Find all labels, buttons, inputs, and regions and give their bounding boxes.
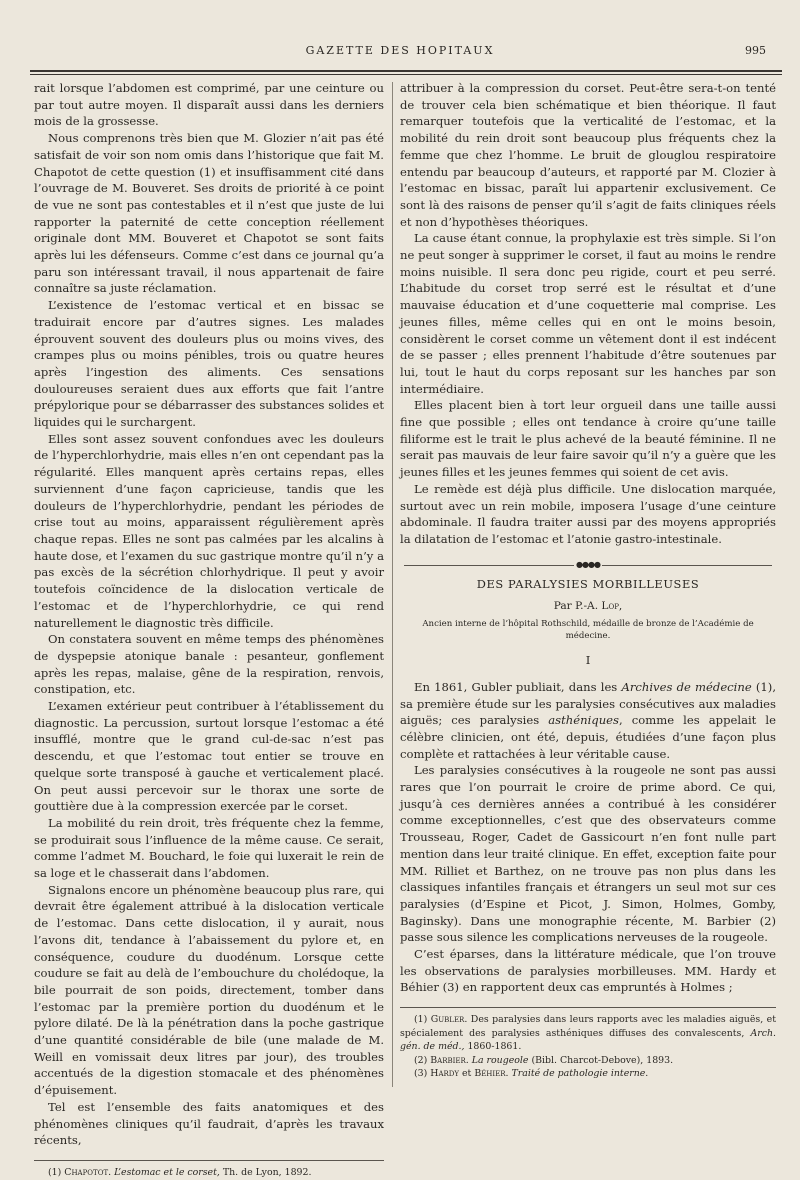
footnote	[400, 1067, 776, 1081]
p1-journal: Archives de médecine	[621, 679, 752, 694]
running-title: GAZETTE DES HOPITAUX	[305, 44, 495, 57]
footnote-tail: (Bibl. Charcot-Debove), 1893.	[531, 1054, 674, 1066]
footnote-italic: Arch. gén. de méd.,	[400, 1027, 777, 1053]
right-paragraph: attribuer à la compression du corset. Peut-être sera-t-on tenté de trouver cela bien schématique et bien théorique. Il faut remarquer toutefois que la verticalité de l’estomac, et la mobilité du rein droit sont beaucoup plus fréquents chez la femme que chez l’homme. Le bruit de glouglou respiratoire entendu par beaucoup d’auteurs, et rapporté par M. Clozier à l’estomac en bissac, paraît lui appartenir exclusivement. Ce sont là des raisons de penser qu’il s’agit de faits cliniques réels et non d’hypothèses théoriques.	[400, 81, 776, 229]
column-divider	[392, 82, 393, 1087]
footnote-rest: Th. de Lyon, 1892.	[222, 1167, 312, 1178]
left-paragraph: L’existence de l’estomac vertical et en bissac se traduirait encore par d’autres signes. Les malades éprouvent souvent des douleurs plus ou moins vives, des crampes plus ou moins pénibles, trois ou quatre heures après l’ingestion des aliments. Ces sensations douloureuses seraient dues aux efforts que fait l’antre prépylorique pour se débarrasser des substances solides et liquides qui le surchargent.	[34, 298, 384, 430]
footnote-tail: 1860-1861.	[467, 1041, 522, 1053]
right-paragraph	[400, 679, 776, 763]
author-affiliation: Ancien interne de l’hôpital Rothschild, médaille de bronze de l’Académie de médecine.	[422, 619, 754, 642]
footnote-rule	[400, 1007, 776, 1008]
right-paragraph: Les paralysies consécutives à la rougeole ne sont pas aussi rares que l’on pourrait le croire de prime abord. Ce qui, jusqu’à ces dernières années a contribué à les considérer comme exceptionnelles, c’est que des observateurs comme Trousseau, Roger, Cadet de Gassicourt n’en font nulle part mention dans leur traité clinique. En effet, exception faite pour MM. Rilliet et Barthez, on ne trouve pas non plus dans les classiques infantiles français et étrangers un seul mot sur ces paralysies (d’Espine et Picot, J. Simon, Holmes, Gomby, Baginsky). Dans une monographie récente, M. Barbier (2) passe sous silence les complications nerveuses de la rougeole.	[400, 763, 776, 945]
p1-before: En 1861, Gubler publiait, dans les	[414, 679, 622, 694]
p1-after: , comme les appelait le célèbre clinicien, ont été, depuis, étudiées d’une façon plus complète et rattachées à leur véritable cause.	[400, 713, 776, 761]
left-paragraph: On constatera souvent en même temps des phénomènes de dyspepsie atonique banale : pesanteur, gonflement après les repas, malaise, gêne de la respiration, renvois, constipation, etc.	[34, 632, 384, 697]
right-column	[400, 80, 776, 1081]
footnote-marker: (2)	[414, 1054, 428, 1066]
running-head	[0, 44, 800, 64]
left-paragraph: Nous comprenons très bien que M. Glozier n’ait pas été satisfait de voir son nom omis dans l’historique que fait M. Chapotot de cette question (1) et insuffisamment cité dans l’ouvrage de M. Bouveret. Ses droits de priorité à ce point de vue ne sont pas contestables et il n’est que juste de lui rapporter la paternité de cette conception réellement originale dont MM. Bouveret et Chapotot se sont faits après lui les défenseurs. Comme c’est dans ce journal qu’a paru son intéressant travail, il nous appartenait de faire connaître sa juste réclamation.	[34, 131, 384, 296]
left-column	[34, 80, 384, 1180]
footnote-italic: La rougeole	[471, 1054, 529, 1066]
byline	[400, 598, 776, 615]
footnote-author: Hardy	[430, 1068, 460, 1080]
footnote-author: Barbier.	[430, 1054, 469, 1066]
footnote-marker: (1)	[414, 1014, 428, 1026]
footnote	[400, 1013, 776, 1054]
header-rule-bottom	[30, 74, 782, 75]
footnote-author: Gubler.	[430, 1014, 468, 1026]
page-number: 995	[745, 44, 766, 57]
byline-prefix: Par	[553, 600, 572, 613]
byline-author: P.-A. Lop,	[575, 600, 623, 613]
left-paragraph: L’examen extérieur peut contribuer à l’établissement du diagnostic. La percussion, surtout lorsque l’estomac a été insufflé, montre que le grand cul-de-sac n’est pas descendu, et que l’estomac tout entier se trouve en quelque sorte transposé à gauche et verticalement placé. On peut aussi percevoir sur le thorax une sorte de gouttière due à la compression exercée par le corset.	[34, 699, 384, 814]
header-rule-top	[30, 70, 782, 72]
footnote-author: Chapotot.	[64, 1167, 112, 1178]
right-paragraph: Elles placent bien à tort leur orgueil dans une taille aussi fine que possible ; elles ont tendance à croire qu’une taille filiforme est le trait le plus achevé de la beauté féminine. Il ne serait pas mauvais de leur faire savoir qu’il n’y a guère que les jeunes filles et les jeunes femmes qui soient de cet avis.	[400, 398, 776, 480]
footnote-title: L’estomac et le corset,	[114, 1167, 220, 1178]
left-paragraph: Signalons encore un phénomène beaucoup plus rare, qui devrait être également attribué à la dislocation verticale de l’estomac. Dans cette dislocation, il y aurait, nous l’avons dit, tendance à l’abaissement du pylore et, en conséquence, coudure du duodénum. Lorsque cette coudure se fait au delà de l’embouchure du cholédoque, la bile pourrait de son poids, directement, tomber dans l’estomac par la première portion du duodénum et le pylore dilaté. De là la pénétration dans la poche gastrique d’une quantité considérable de bile (une malade de M. Weill en vomissait deux litres par jour), des troubles accentués de la digestion stomacale et des phénomènes d’épuisement.	[34, 882, 384, 1098]
left-paragraph: Elles sont assez souvent confondues avec les douleurs de l’hyperchlorhydrie, mais elles n’en ont cependant pas la régularité. Elles manquent après certains repas, elles surviennent d’une façon capricieuse, tandis que les douleurs de l’hyperchlorhydrie, pendant les périodes de crise tout au moins, apparaissent régulièrement après chaque repas. Elles ne sont pas calmées par les alcalins à haute dose, et l’examen du suc gastrique montre qu’il n’y a pas excès de la sécrétion chlorhydrique. Il peut y avoir toutefois coïncidence de la dislocation verticale de l’estomac et de l’hyperchlorhydrie, ce qui rend naturellement le diagnostic très difficile.	[34, 431, 384, 630]
section-ornament: ●●●●	[400, 557, 776, 567]
right-paragraph: La cause étant connue, la prophylaxie est très simple. Si l’on ne peut songer à supprimer le corset, il faut au moins le rendre moins nuisible. Il sera donc peu rigide, court et peu serré. L’habitude du corset trop serré est le résultat et d’une mauvaise éducation et d’une coquetterie mal comprise. Les jeunes filles, même celles qui en ont le moins besoin, considèrent le corset comme un vêtement dont il est indécent de se passer ; elles prennent l’habitude d’être soutenues par lui, tout le haut du corps reposant sur les hanches par son intermédiaire.	[400, 231, 776, 396]
footnote	[34, 1166, 384, 1180]
footnote-marker: (1)	[48, 1167, 62, 1178]
p1-term: asthéniques	[548, 713, 619, 728]
left-paragraph: Tel est l’ensemble des faits anatomiques et des phénomènes cliniques qu’il faudrait, d’après les travaux récents,	[34, 1099, 384, 1148]
footnote-italic: Traité de pathologie interne.	[511, 1068, 649, 1080]
left-paragraph: rait lorsque l’abdomen est comprimé, par une ceinture ou par tout autre moyen. Il disparaît aussi dans les derniers mois de la grossesse.	[34, 81, 384, 129]
article-title: DES PARALYSIES MORBILLEUSES	[476, 576, 700, 591]
left-paragraph: La mobilité du rein droit, très fréquente chez la femme, se produirait sous l’influence de la même cause. Ce serait, comme l’admet M. Bouchard, le foie qui luxerait le rein de sa loge et le chasserait dans l’abdomen.	[34, 815, 384, 881]
p1-after-journal: (1), sa première étude sur les paralysies consécutives aux maladies aiguës; ces paralysies	[400, 679, 777, 728]
footnote-rule	[34, 1160, 384, 1161]
right-paragraph: C’est éparses, dans la littérature médicale, que l’on trouve les observations de paralysies morbilleuses. MM. Hardy et Béhier (3) en rapportent deux cas empruntés à Holmes ;	[400, 947, 776, 995]
footnote-text: Des paralysies dans leurs rapports avec les maladies aiguës, et spécialement des paralysies asthéniques diffuses des convalescents,	[400, 1014, 776, 1039]
section-number: I	[585, 653, 591, 668]
footnote	[400, 1054, 776, 1068]
footnote-joiner: et	[462, 1068, 472, 1080]
footnote-marker: (3)	[414, 1068, 428, 1080]
footnote-author2: Béhier.	[474, 1068, 509, 1080]
right-paragraph: Le remède est déjà plus difficile. Une dislocation marquée, surtout avec un rein mobile, imposera l’usage d’une ceinture abdominale. Il faudra traiter aussi par des moyens appropriés la dilatation de l’estomac et l’atonie gastro-intestinale.	[400, 481, 776, 546]
